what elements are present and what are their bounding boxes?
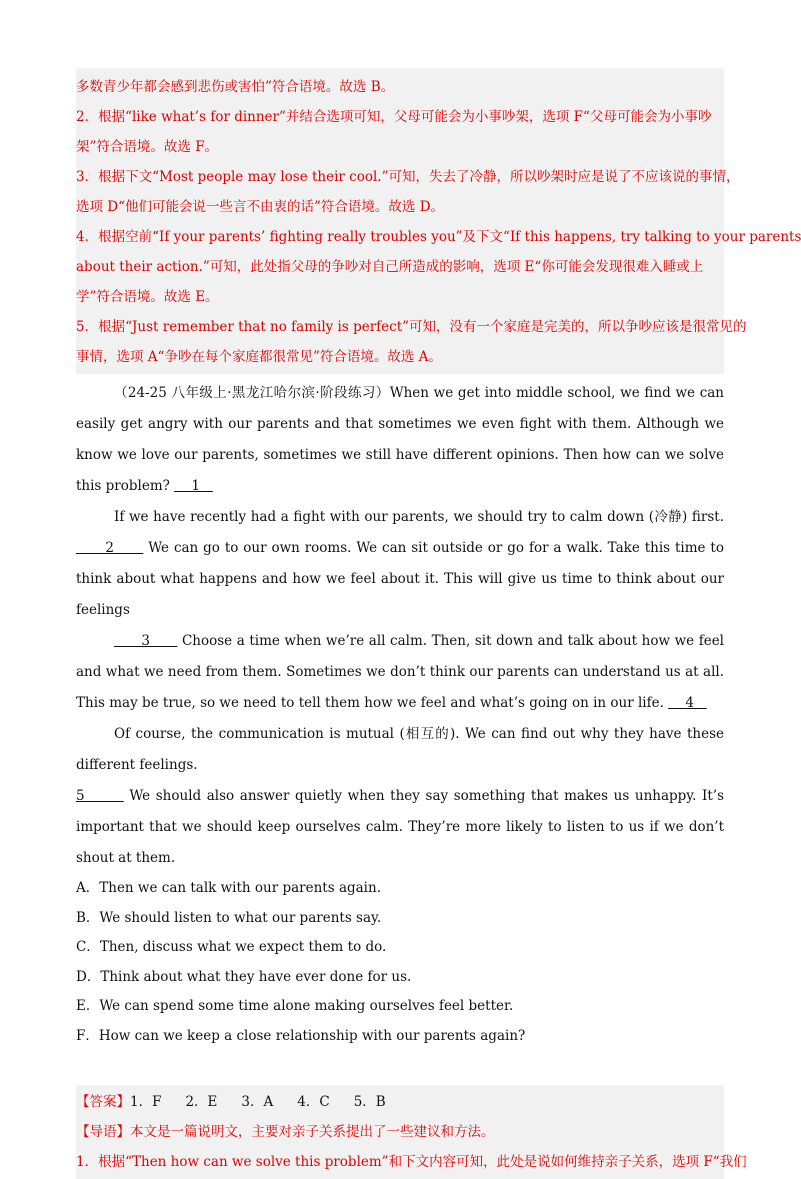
explanation-line: 学”符合语境。故选 E。 <box>76 289 219 305</box>
explanation-line: 4．根据空前“If your parents’ fighting really troubles you”及下文“If this happens, try talking to your parents <box>76 229 801 245</box>
answer-item: 1．F <box>130 1094 162 1110</box>
blank-1: 1 <box>174 478 213 494</box>
option-b: B．We should listen to what our parents say. <box>76 909 382 926</box>
guide-text: 本文是一篇说明文，主要对亲子关系提出了一些建议和方法。 <box>130 1124 495 1140</box>
passage-text: Of course, the communication is mutual (相互的). We can find out why they have these different feelings. <box>76 726 724 773</box>
explanation-line: 3．根据下文“Most people may lose their cool.”可知，失去了冷静，所以吵架时应是说了不应该说的事情， <box>76 169 740 185</box>
blank-3: 3 <box>114 633 178 649</box>
passage-paragraph-2 <box>76 502 724 626</box>
passage-paragraph-4 <box>76 719 724 781</box>
passage-text: （24-25 八年级上·黑龙江哈尔滨·阶段练习）When we get into middle school, we find we can easily get angry with our parents and that sometimes we even fight with them. Although we know we love our parents, sometimes we still have different opinions. Then how can we solve this problem? <box>76 385 724 494</box>
passage-text: If we have recently had a fight with our parents, we should try to calm down (冷静) first. <box>114 509 724 525</box>
passage-paragraph-3 <box>76 626 724 719</box>
answer-item: 3．A <box>241 1094 274 1110</box>
options-list <box>76 874 724 1051</box>
answer-tag: 【答案】 <box>76 1094 130 1110</box>
option-f: F．How can we keep a close relationship with our parents again? <box>76 1027 526 1044</box>
answer-item: 4．C <box>297 1094 330 1110</box>
blank-5: 5 <box>76 788 124 804</box>
answer-line <box>76 1087 724 1117</box>
reading-passage <box>76 378 724 874</box>
option-a: A．Then we can talk with our parents again. <box>76 880 381 896</box>
passage-text: We can go to our own rooms. We can sit outside or go for a walk. Take this time to think about what happens and how we feel about it. This will give us time to think about our feelings <box>76 540 724 618</box>
blank-2: 2 <box>76 540 144 556</box>
explanation-line: 选项 D“他们可能会说一些言不由衷的话”符合语境。故选 D。 <box>76 199 445 215</box>
explanation-line: 5．根据“Just remember that no family is perfect”可知，没有一个家庭是完美的，所以争吵应该是很常见的 <box>76 319 747 335</box>
passage-text: We should also answer quietly when they say something that makes us unhappy. It’s important that we should keep ourselves calm. They’re more likely to listen to us if we don’t shout at them. <box>76 788 724 866</box>
guide-tag: 【导语】 <box>76 1124 130 1140</box>
option-e: E．We can spend some time alone making ourselves feel better. <box>76 998 514 1014</box>
option-d: D．Think about what they have ever done for us. <box>76 968 412 985</box>
explanation-line: 1．根据“Then how can we solve this problem”和下文内容可知，此处是说如何维持亲子关系，选项 F“我们 <box>76 1154 747 1170</box>
passage-paragraph-5 <box>76 781 724 874</box>
explanation-line: 多数青少年都会感到悲伤或害怕”符合语境。故选 B。 <box>76 79 395 95</box>
passage-paragraph-1 <box>76 378 724 502</box>
explanation-line: 2．根据“like what’s for dinner”并结合选项可知，父母可能会为小事吵架，选项 F“父母可能会为小事吵 <box>76 109 712 125</box>
option-c: C．Then, discuss what we expect them to do. <box>76 939 387 955</box>
answer-block <box>76 1085 747 1179</box>
passage-text: Choose a time when we’re all calm. Then, sit down and talk about how we feel and what we need from them. Sometimes we don’t think our parents can understand us at all. This may be true, so we need to tell them how we feel and what’s going on in our life. <box>76 633 724 711</box>
guide-line <box>76 1117 724 1147</box>
blank-4: 4 <box>668 695 707 711</box>
previous-explanation-block <box>76 68 801 374</box>
explanation-line: 事情，选项 A“争吵在每个家庭都很常见”符合语境。故选 A。 <box>76 349 442 365</box>
document-page <box>76 68 801 1179</box>
explanation-line: 架”符合语境。故选 F。 <box>76 139 219 155</box>
answer-item: 2．E <box>185 1094 218 1110</box>
explanation-line: about their action.”可知，此处指父母的争吵对自己所造成的影响，选项 E“你可能会发现很难入睡或上 <box>76 259 704 275</box>
answer-item: 5．B <box>353 1094 386 1110</box>
